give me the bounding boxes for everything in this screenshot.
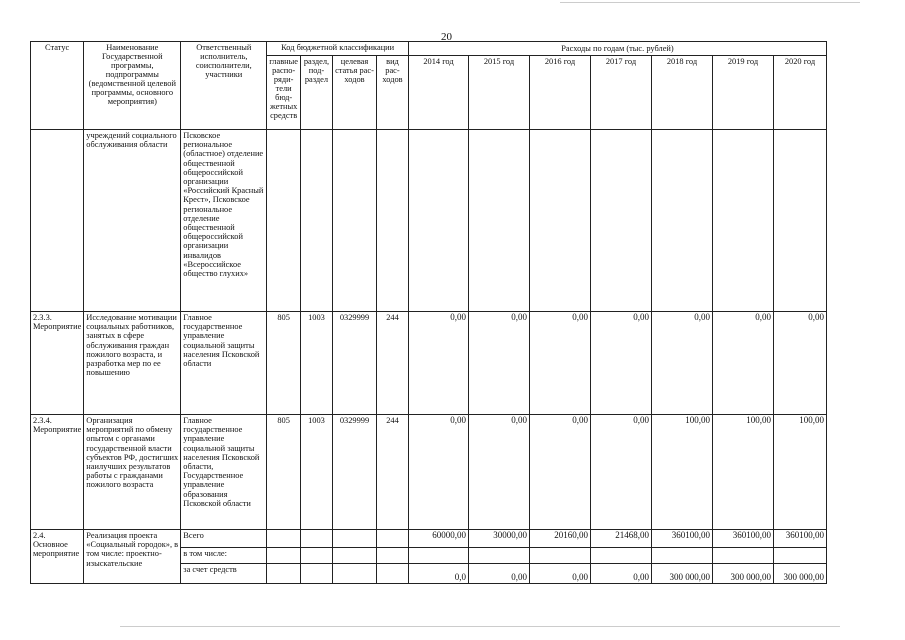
row-section <box>300 130 332 312</box>
header-target-item: целевая статья рас- ходов <box>332 56 376 130</box>
row-value: 0,00 <box>468 312 529 415</box>
row-value: 0,00 <box>408 415 468 530</box>
header-year: 2019 год <box>712 56 773 130</box>
subrow-value: 0,00 <box>468 564 529 584</box>
row-responsible: Главное государственное управление социальной защиты населения Псковской области <box>181 312 267 415</box>
subrow-value: 20160,00 <box>529 530 590 548</box>
subrow-value: 0,0 <box>408 564 468 584</box>
row-value <box>651 130 712 312</box>
subrow-value: 21468,00 <box>590 530 651 548</box>
row-section: 1003 <box>300 312 332 415</box>
page-number: 20 <box>441 31 452 43</box>
main-event-status: 2.4. Основное мероприятие <box>31 530 84 584</box>
row-type: 244 <box>376 415 408 530</box>
subrow-label: в том числе: <box>181 548 267 564</box>
header-expenses: Расходы по годам (тыс. рублей) <box>408 42 826 56</box>
header-year: 2020 год <box>773 56 826 130</box>
subrow-value: 0,00 <box>590 564 651 584</box>
row-value: 0,00 <box>468 415 529 530</box>
subrow-value: 360100,00 <box>651 530 712 548</box>
header-responsible: Ответственный исполнитель, соисполнители, участники <box>181 42 267 130</box>
row-value: 0,00 <box>651 312 712 415</box>
row-value: 100,00 <box>651 415 712 530</box>
row-status <box>31 130 84 312</box>
row-name: Исследование мотивации социальных работников, занятых в сфере обслуживания граждан пожилого возраста, и разработка мер по ее повышению <box>84 312 181 415</box>
header-chief-manager: главные распо- ряди- тели бюд- жетных средств <box>267 56 301 130</box>
row-value: 100,00 <box>712 415 773 530</box>
subrow-label: за счет средств <box>181 564 267 584</box>
row-value <box>468 130 529 312</box>
row-name: учреждений социального обслуживания области <box>84 130 181 312</box>
row-responsible: Псковское региональное (областное) отделение общественной общероссийской организации «Российский Красный Крест», Псковское региональное отделение общественной общероссийской организации инвалидов «Всероссийское общество глухих» <box>181 130 267 312</box>
row-value: 100,00 <box>773 415 826 530</box>
row-value: 0,00 <box>529 415 590 530</box>
row-value <box>773 130 826 312</box>
subrow-value: 60000,00 <box>408 530 468 548</box>
row-value: 0,00 <box>408 312 468 415</box>
row-value <box>590 130 651 312</box>
row-value <box>408 130 468 312</box>
scan-edge-line <box>560 2 860 3</box>
header-name: Наименование Государственной программы, подпрограммы (ведомственной целевой программы, основного мероприятия) <box>84 42 181 130</box>
row-target: 0329999 <box>332 312 376 415</box>
row-value <box>529 130 590 312</box>
subrow-value: 300 000,00 <box>712 564 773 584</box>
row-value: 0,00 <box>590 312 651 415</box>
row-name: Организация мероприятий по обмену опытом с органами государственной власти субъектов РФ, достигших наилучших результатов работы с гражданами пожилого возраста <box>84 415 181 530</box>
header-year: 2015 год <box>468 56 529 130</box>
row-target: 0329999 <box>332 415 376 530</box>
row-value: 0,00 <box>590 415 651 530</box>
budget-table <box>30 41 827 584</box>
row-section: 1003 <box>300 415 332 530</box>
header-budget-code: Код бюджетной классификации <box>267 42 409 56</box>
main-event-row-total <box>31 530 827 548</box>
row-status: 2.3.4. Мероприятие <box>31 415 84 530</box>
header-row-1 <box>31 42 827 56</box>
header-status: Статус <box>31 42 84 130</box>
subrow-value: 300 000,00 <box>651 564 712 584</box>
row-value: 0,00 <box>712 312 773 415</box>
row-type: 244 <box>376 312 408 415</box>
table-row <box>31 130 827 312</box>
scan-edge-line <box>120 626 840 627</box>
row-type <box>376 130 408 312</box>
header-year: 2017 год <box>590 56 651 130</box>
row-value: 0,00 <box>529 312 590 415</box>
table-row <box>31 415 827 530</box>
header-year: 2014 год <box>408 56 468 130</box>
row-chief <box>267 130 301 312</box>
header-year: 2018 год <box>651 56 712 130</box>
subrow-label: Всего <box>181 530 267 548</box>
subrow-value: 300 000,00 <box>773 564 826 584</box>
table-row <box>31 312 827 415</box>
row-value <box>712 130 773 312</box>
subrow-value: 360100,00 <box>712 530 773 548</box>
header-year: 2016 год <box>529 56 590 130</box>
row-chief: 805 <box>267 415 301 530</box>
subrow-value: 0,00 <box>529 564 590 584</box>
header-expense-type: вид рас- ходов <box>376 56 408 130</box>
row-target <box>332 130 376 312</box>
row-responsible: Главное государственное управление социальной защиты населения Псковской области, Государственное управление образования Псковской области <box>181 415 267 530</box>
row-status: 2.3.3. Мероприятие <box>31 312 84 415</box>
row-value: 0,00 <box>773 312 826 415</box>
header-section: раздел, под- раздел <box>300 56 332 130</box>
subrow-value: 360100,00 <box>773 530 826 548</box>
row-chief: 805 <box>267 312 301 415</box>
main-event-name: Реализация проекта «Социальный городок», в том числе: проектно-изыскательские <box>84 530 181 584</box>
subrow-value: 30000,00 <box>468 530 529 548</box>
